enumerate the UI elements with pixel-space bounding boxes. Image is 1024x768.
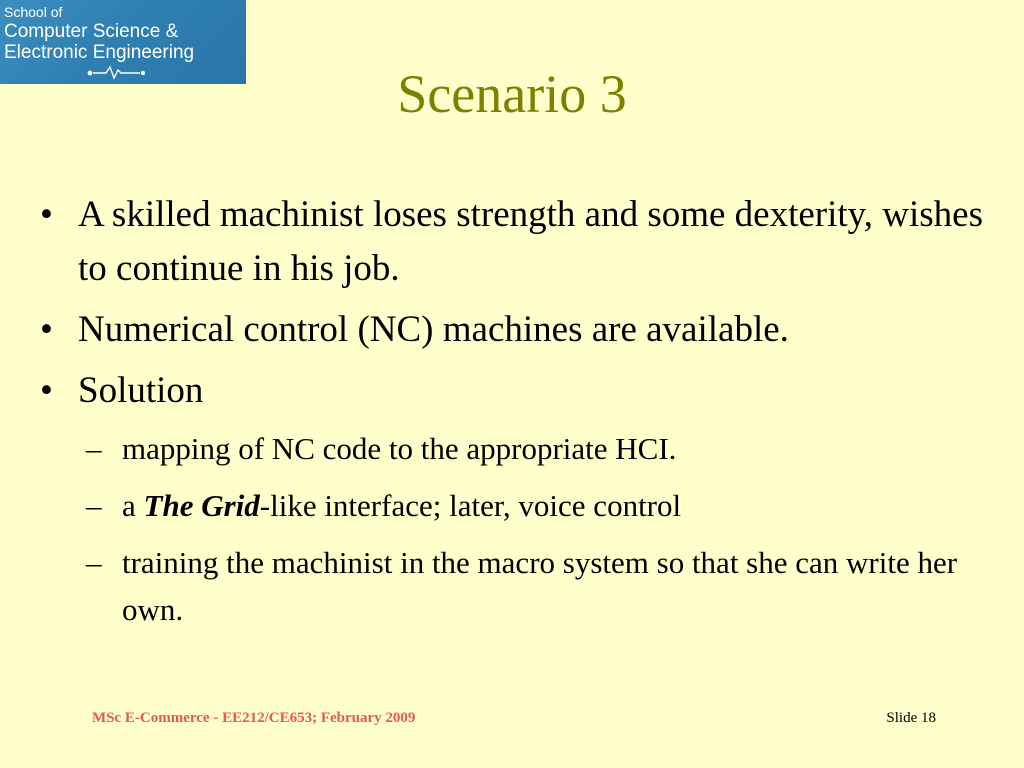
sub-bullet-marker: – (86, 545, 102, 580)
logo-line-computer-science: Computer Science & (4, 21, 179, 42)
bullet-item (40, 303, 990, 357)
bullet-marker: • (40, 309, 53, 350)
footer-course-info: MSc E-Commerce - EE212/CE653; February 2009 (92, 710, 416, 726)
bullet-item (40, 364, 990, 418)
sub-bullet-prefix: a (122, 488, 144, 523)
slide-number: Slide 18 (886, 710, 936, 726)
logo-line-electronic-engineering: Electronic Engineering (4, 42, 195, 63)
sub-bullet-text: training the machinist in the macro system so that she can write her own. (122, 545, 958, 627)
bullet-marker: • (40, 370, 53, 411)
sub-bullet-text: mapping of NC code to the appropriate HCI. (122, 431, 677, 466)
slide-content (40, 188, 990, 643)
sub-bullet-emphasis: The Grid (143, 488, 260, 523)
bullet-text: A skilled machinist loses strength and some dexterity, wishes to continue in his job. (78, 194, 984, 289)
sub-bullet-marker: – (86, 488, 102, 523)
bullet-marker: • (40, 194, 53, 235)
bullet-item (40, 188, 990, 296)
logo-line-school: School of (4, 4, 63, 20)
bullet-text: Solution (78, 370, 204, 411)
sub-bullet-item (40, 539, 990, 633)
slide-title: Scenario 3 (397, 64, 627, 124)
sub-bullet-item (40, 425, 990, 472)
sub-bullet-suffix: -like interface; later, voice control (259, 488, 682, 523)
sub-bullet-item (40, 482, 990, 529)
sub-bullet-marker: – (86, 431, 102, 466)
bullet-text: Numerical control (NC) machines are available. (78, 309, 789, 350)
